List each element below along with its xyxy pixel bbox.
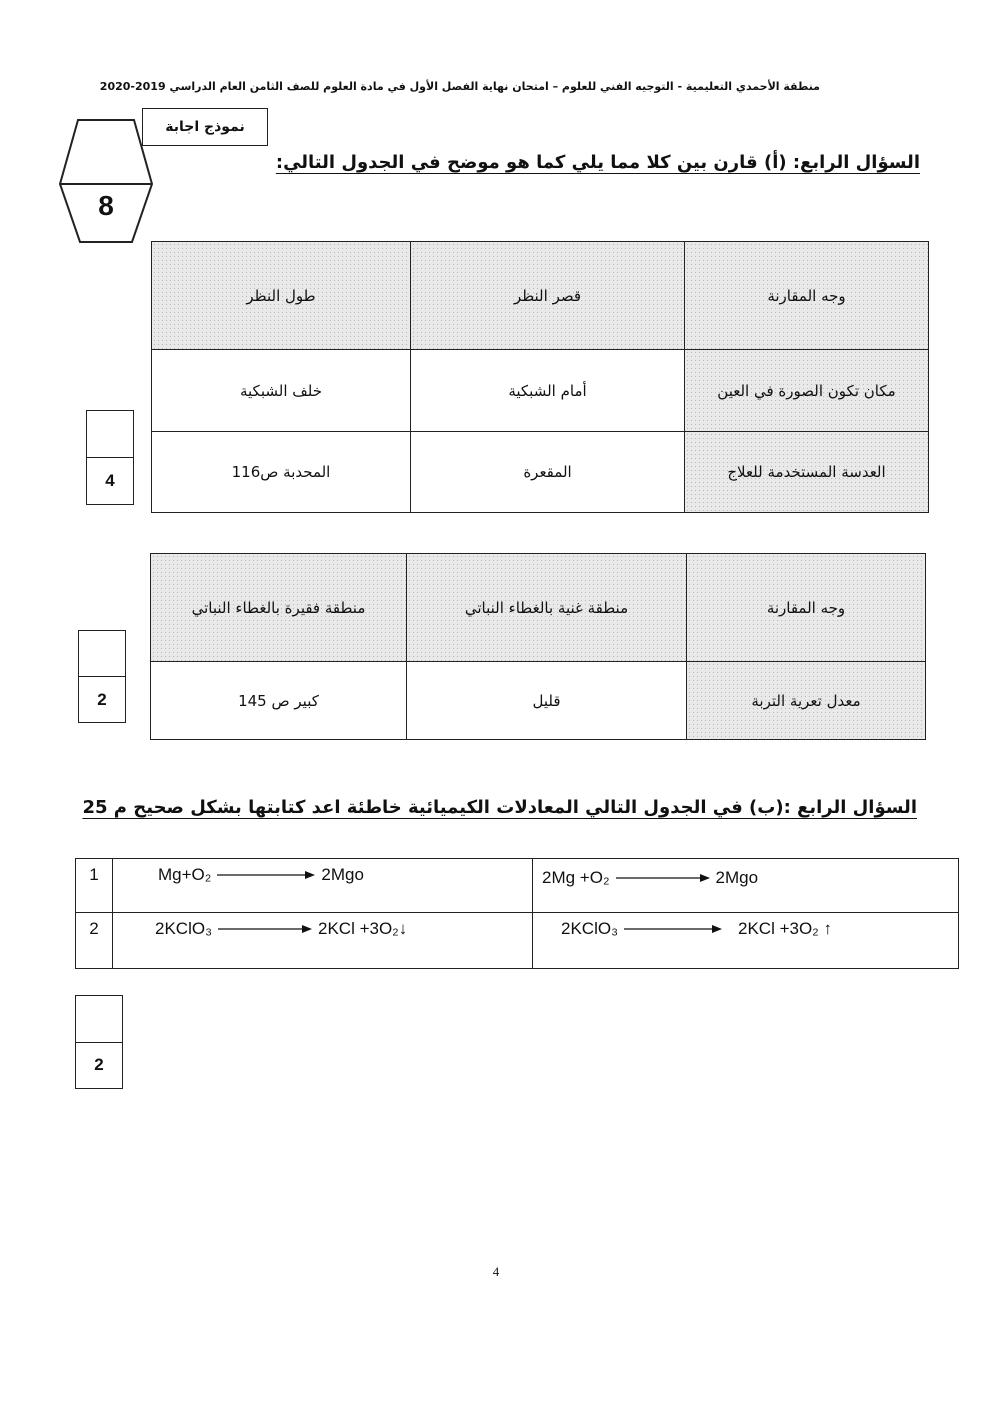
- score-value: 4: [87, 457, 133, 504]
- reactants: 2KClO₃: [561, 919, 618, 938]
- header-cell: منطقة فقيرة بالغطاء النباتي: [151, 554, 407, 662]
- reactants: 2KClO₃: [155, 919, 212, 938]
- part-a-title: السؤال الرابع: (أ) قارن بين كلا مما يلي كما هو موضح في الجدول التالي:: [275, 152, 920, 173]
- table-header-row: [152, 242, 929, 350]
- row-number: 2: [76, 913, 113, 969]
- header-cell: قصر النظر: [411, 242, 685, 350]
- arrow-icon: [624, 924, 722, 934]
- wrong-equation-cell: [113, 859, 533, 913]
- arrow-icon: [616, 873, 710, 883]
- products: 2Mgo: [715, 868, 759, 887]
- score-value: 2: [79, 676, 125, 722]
- answer-cell: أمام الشبكية: [411, 350, 685, 432]
- reactants: 2Mg +O₂: [542, 868, 610, 887]
- table-row: [151, 662, 926, 740]
- score-box-table1: [86, 410, 134, 505]
- row-label-cell: مكان تكون الصورة في العين: [685, 350, 929, 432]
- arrow-icon: [217, 870, 315, 880]
- answer-cell: المقعرة: [411, 432, 685, 513]
- total-score: 8: [98, 190, 114, 221]
- row-label-cell: معدل تعرية التربة: [687, 662, 926, 740]
- header-cell: منطقة غنية بالغطاء النباتي: [407, 554, 687, 662]
- exam-header: منطقة الأحمدي التعليمية - التوجيه الفني للعلوم – امتحان نهاية الفصل الأول في مادة العلوم للصف الثامن العام الدراسي 2019-2020: [99, 80, 820, 93]
- table-row: [152, 350, 929, 432]
- comparison-table-vision: [151, 241, 929, 513]
- header-cell: طول النظر: [152, 242, 411, 350]
- reactants: Mg+O₂: [158, 865, 212, 884]
- products: 2Mgo: [321, 865, 364, 884]
- products: 2KCl +3O₂ ↑: [738, 919, 832, 938]
- part-b-title: السؤال الرابع :(ب) في الجدول التالي المعادلات الكيميائية خاطئة اعد كتابتها بشكل صحيح م 25: [82, 797, 917, 818]
- total-score-hexagon: [58, 118, 154, 244]
- score-blank: [87, 411, 133, 457]
- header-cell: وجه المقارنة: [687, 554, 926, 662]
- page-number: 4: [492, 1264, 500, 1279]
- answer-cell: قليل: [407, 662, 687, 740]
- correct-equation-cell: [533, 859, 959, 913]
- answer-cell: خلف الشبكية: [152, 350, 411, 432]
- equation-row: [76, 859, 959, 913]
- table-row: [152, 432, 929, 513]
- answer-cell: كبير ص 145: [151, 662, 407, 740]
- answer-cell: المحدبة ص116: [152, 432, 411, 513]
- score-value: 2: [76, 1042, 122, 1089]
- score-box-table2: [78, 630, 126, 723]
- header-cell: وجه المقارنة: [685, 242, 929, 350]
- table-header-row: [151, 554, 926, 662]
- score-blank: [76, 996, 122, 1042]
- score-blank: [79, 631, 125, 676]
- correct-equation-cell: [533, 913, 959, 969]
- equation-row: [76, 913, 959, 969]
- wrong-equation-cell: [113, 913, 533, 969]
- comparison-table-vegetation: [150, 553, 926, 740]
- products: 2KCl +3O₂↓: [318, 919, 408, 938]
- equations-table: [75, 858, 959, 969]
- row-number: 1: [76, 859, 113, 913]
- score-box-part-b: [75, 995, 123, 1089]
- row-label-cell: العدسة المستخدمة للعلاج: [685, 432, 929, 513]
- model-answer-label: نموذج اجابة: [142, 108, 268, 146]
- arrow-icon: [218, 924, 312, 934]
